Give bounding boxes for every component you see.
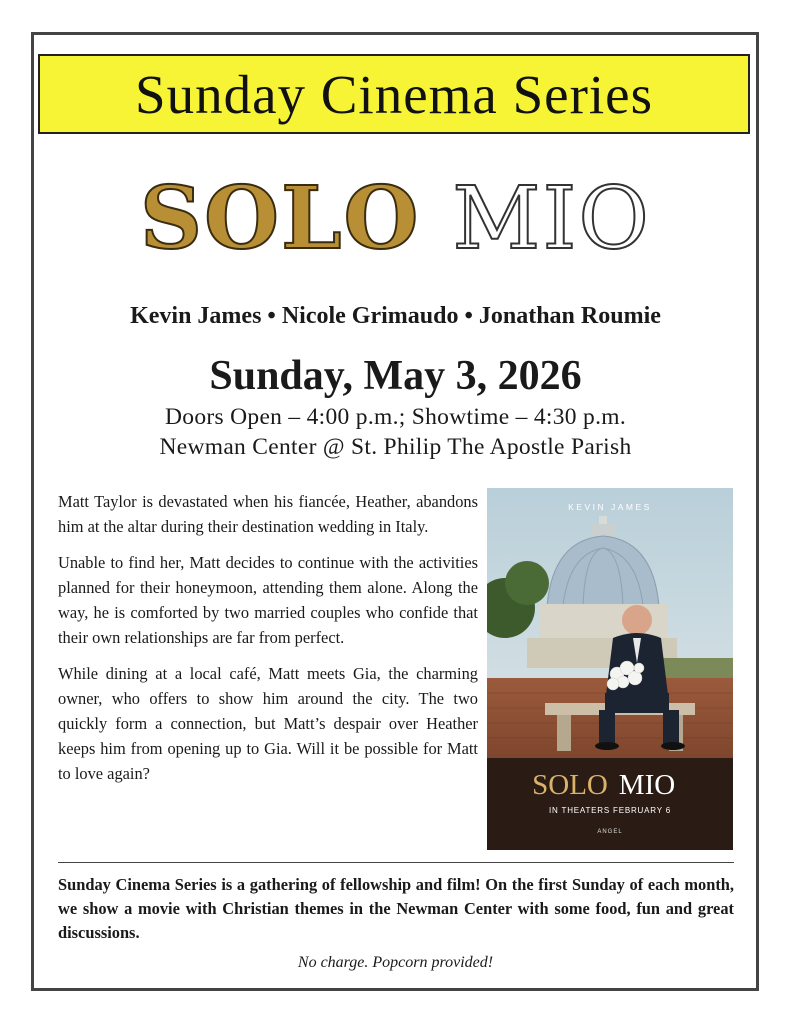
synopsis	[58, 489, 478, 797]
movie-title-mio: MIO	[452, 169, 651, 269]
movie-poster	[487, 488, 733, 850]
poster-actor-name: KEVIN JAMES	[568, 502, 652, 512]
poster-studio: ANGEL	[597, 829, 623, 835]
footer-note: No charge. Popcorn provided!	[297, 954, 494, 971]
section-divider	[58, 862, 734, 863]
synopsis-paragraph: Unable to find her, Matt decides to continue with the activities planned for their honeymoon, attending them alone. Along the way, he is comforted by two married couples who confide that their own relationships are far from perfect.	[58, 553, 478, 647]
movie-title-solo: SOLO	[140, 168, 421, 269]
event-times: Doors Open – 4:00 p.m.; Showtime – 4:30 p.m.	[165, 404, 626, 430]
poster-artwork	[487, 488, 733, 850]
poster-release: IN THEATERS FEBRUARY 6	[549, 806, 671, 815]
synopsis-paragraph: While dining at a local café, Matt meets Gia, the charming owner, who offers to show him around the city. The two quickly form a connection, but Matt’s despair over Heather keeps him from opening up to Gia. Will it be possible for Matt to love again?	[58, 664, 478, 783]
cast-line: Kevin James • Nicole Grimaudo • Jonathan Roumie	[130, 303, 661, 329]
movie-title	[0, 168, 791, 269]
poster-title-mio: MIO	[618, 769, 676, 801]
series-banner	[38, 54, 750, 134]
event-date: Sunday, May 3, 2026	[209, 353, 582, 399]
poster-title-solo: SOLO	[532, 769, 608, 801]
series-title: Sunday Cinema Series	[135, 63, 653, 125]
synopsis-paragraph: Matt Taylor is devastated when his fiancée, Heather, abandons him at the altar during their destination wedding in Italy.	[58, 492, 478, 536]
event-venue: Newman Center @ St. Philip The Apostle Parish	[159, 434, 632, 460]
series-description: Sunday Cinema Series is a gathering of fellowship and film! On the first Sunday of each month, we show a movie with Christian themes in the Newman Center with some food, fun and great discussions.	[58, 875, 734, 942]
